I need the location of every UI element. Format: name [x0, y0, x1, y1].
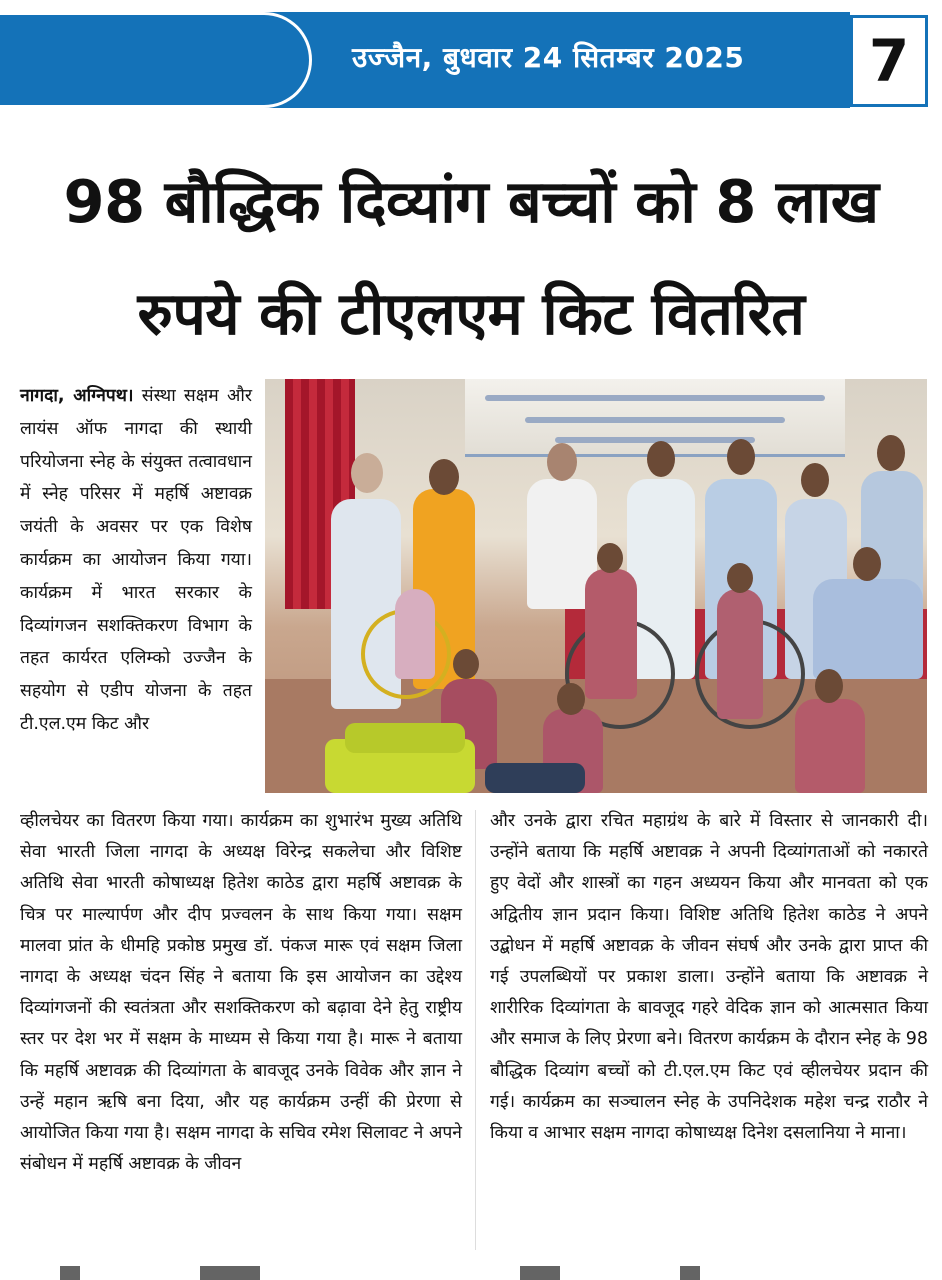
headline	[10, 146, 932, 370]
tlm-kit-bag-3	[485, 763, 585, 793]
headline-line-2: रुपये की टीएलएम किट वितरित	[137, 279, 805, 348]
event-photo	[265, 379, 927, 793]
header-band-curve	[0, 12, 312, 108]
dateline: उज्जैन, बुधवार 24 सितम्बर 2025	[352, 41, 745, 74]
intro-text: संस्था सक्षम और लायंस ऑफ नागदा की स्थायी परियोजना स्नेह के संयुक्त तत्वावधान में स्नेह परिसर में महर्षि अष्टावक्र जयंती के अवसर पर एक विशेष कार्यक्रम का आयोजन किया गया। कार्यक्रम में भारत सरकार के दिव्यांगजन सशक्तिकरण विभाग के तहत कार्यरत एलिम्को उज्जैन के सहयोग से एडीप योजना के तहत टी.एल.एम किट और	[20, 386, 252, 734]
byline: नागदा, अग्निपथ।	[20, 386, 134, 406]
page-number-box	[850, 15, 928, 107]
page-header	[0, 12, 942, 108]
child-1	[395, 589, 435, 679]
headline-line-1: 98 बौद्धिक दिव्यांग बच्चों को 8 लाख	[63, 167, 879, 236]
child-6	[795, 699, 865, 793]
page-number: 7	[868, 27, 910, 95]
article-column-right: और उनके द्वारा रचित महाग्रंथ के बारे में विस्तार से जानकारी दी। उन्होंने बताया कि महर्षि अष्टावक्र ने अपनी दिव्यांगताओं को नकारते हुए वेदों और शास्त्रों का गहन अध्ययन किया और मानवता को एक अद्वितीय ज्ञान प्रदान किया। विशिष्ट अतिथि हितेश काठेड ने अपने उद्बोधन में महर्षि अष्टावक्र के जीवन संघर्ष और उनके द्वारा प्राप्त की गई उपलब्धियों पर प्रकाश डाला। उन्होंने बताया कि अष्टावक्र ने शारीरिक दिव्यांगता के बावजूद गहरे वेदिक ज्ञान को आत्मसात किया और समाज के लिए प्रेरणा बने। वितरण कार्यक्रम के दौरान स्नेह के 98 बौद्धिक दिव्यांग बच्चों को टी.एल.एम किट एवं व्हीलचेयर प्रदान की गई। कार्यक्रम का सञ्चालन स्नेह के उपनिदेशक महेश चन्द्र राठौर ने किया व आभार सक्षम नागदा कोषाध्यक्ष दिनेश दसलानिया ने माना।	[490, 811, 928, 1144]
next-headline-fragment	[0, 1266, 942, 1280]
child-3	[717, 589, 763, 719]
tlm-kit-bag-2	[345, 723, 465, 753]
column-divider	[475, 810, 476, 1250]
person-seated	[813, 579, 923, 679]
article-intro	[20, 380, 252, 741]
article-column-left: व्हीलचेयर का वितरण किया गया। कार्यक्रम का शुभारंभ मुख्य अतिथि सेवा भारती जिला नागदा के अध्यक्ष विरेन्द्र सकलेचा और विशिष्ट अतिथि सेवा भारती कोषाध्यक्ष हितेश काठेड द्वारा महर्षि अष्टावक्र के चित्र पर माल्यार्पण और दीप प्रज्वलन के साथ किया गया। सक्षम मालवा प्रांत के धीमहि प्रकोष्ठ प्रमुख डॉ. पंकज मारू एवं सक्षम जिला नागदा के अध्यक्ष चंदन सिंह ने बताया कि इस आयोजन का उद्देश्य दिव्यांगजनों की स्वतंत्रता और सशक्तिकरण को बढ़ावा देने हेतु राष्ट्रीय स्तर पर देश भर में सक्षम के माध्यम से किया गया है। मारू ने बताया कि महर्षि अष्टावक्र की दिव्यांगता के बावजूद उनके विवेक और ज्ञान ने उन्हें महान ऋषि बना दिया, और यह कार्यक्रम उन्हीं की प्रेरणा से आयोजित किया गया है। सक्षम नागदा के सचिव रमेश सिलावट ने अपने संबोधन में महर्षि अष्टावक्र के जीवन	[20, 811, 462, 1175]
child-2	[585, 569, 637, 699]
